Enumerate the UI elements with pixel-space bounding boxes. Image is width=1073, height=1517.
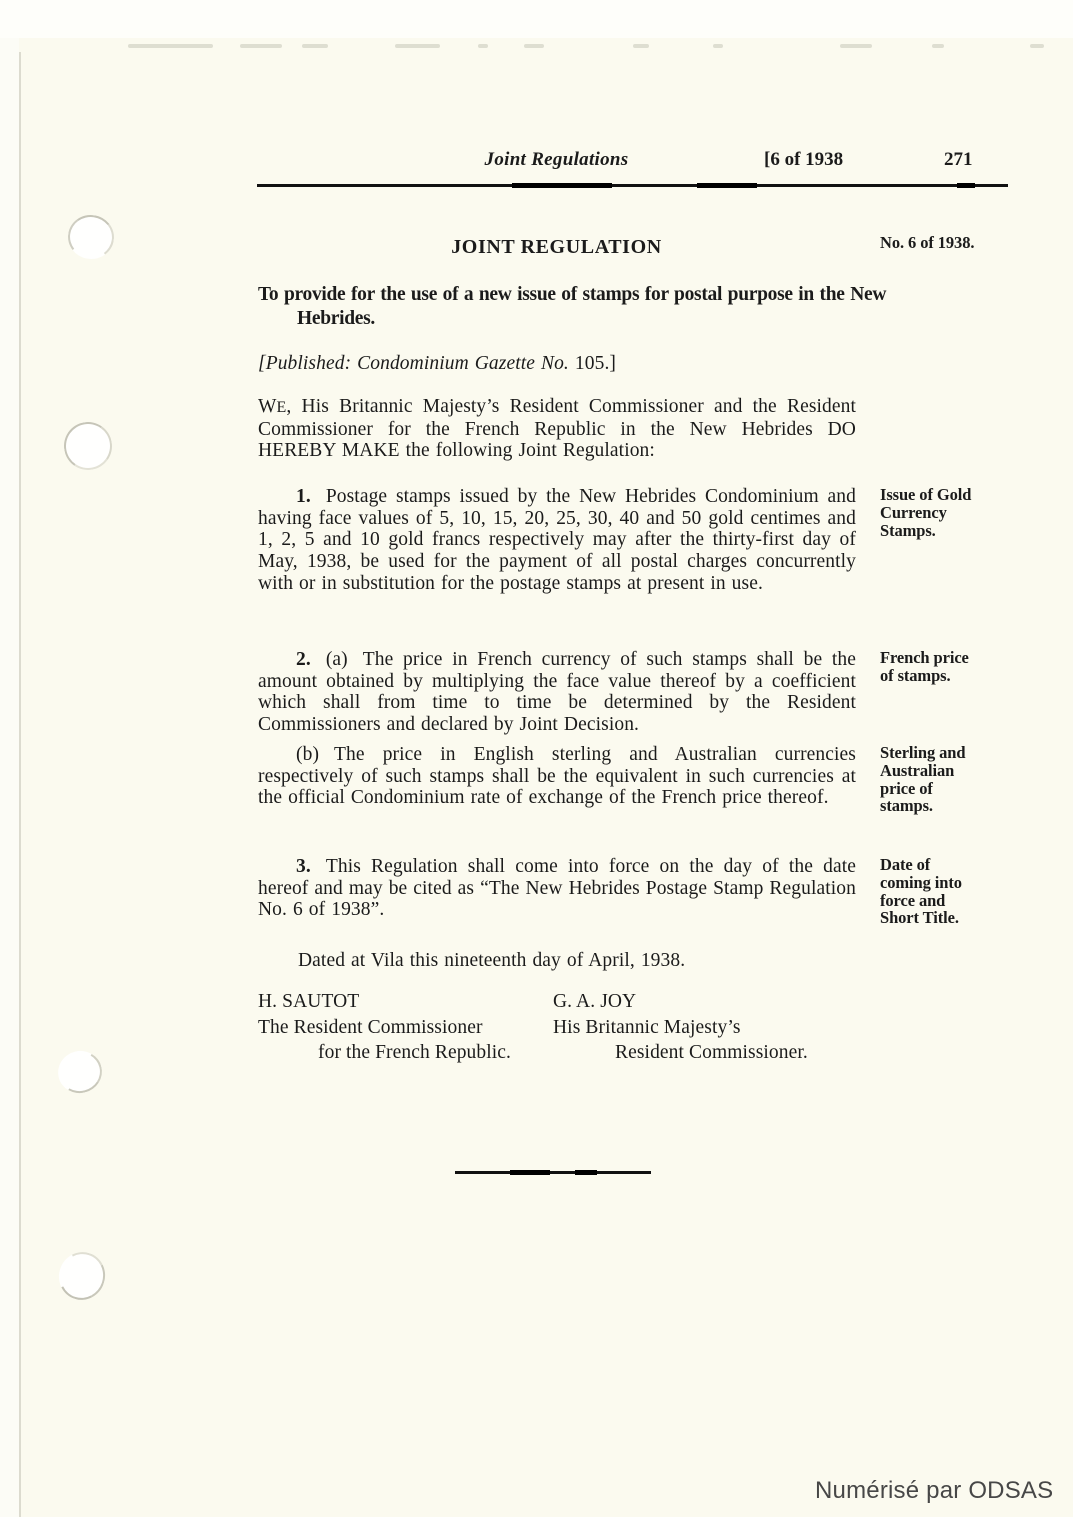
paragraph-letter: (b) — [296, 744, 320, 765]
paragraph-text: The price in English sterling and Australian currencies respectively of such stamps shall be the equivalent in such currencies at the official Condominium rate of exchange of the French price thereof. — [258, 744, 856, 809]
dated-line: Dated at Vila this nineteenth day of April, 1938. — [298, 950, 686, 971]
page-left-edge-shadow — [19, 52, 21, 1517]
margin-note-coming-into-force: Date of coming into force and Short Title. — [880, 855, 962, 928]
margin-note-issue-of-gold-stamps: Issue of Gold Currency Stamps. — [880, 485, 972, 540]
regulation-paragraph-3 — [258, 856, 856, 921]
running-header-page-number: 271 — [944, 149, 973, 170]
scan-artifact-dash — [128, 44, 213, 48]
publication-note-gazette-number: 105.] — [574, 353, 617, 374]
scan-top-margin — [0, 0, 1073, 38]
regulation-number-note: No. 6 of 1938. — [880, 233, 975, 252]
margin-note-sterling-australian-price: Sterling and Australian price of stamps. — [880, 743, 966, 816]
scan-artifact-dash — [713, 44, 723, 48]
rule-ink-blot — [957, 183, 975, 188]
paragraph-text: This Regulation shall come into force on the day of the date hereof and may be cited as “The New Hebrides Postage Stamp Regulation No. 6 of 1938”. — [258, 856, 856, 921]
scan-artifact-dash — [932, 44, 944, 48]
running-header-regulation-ref: [6 of 1938 — [764, 149, 844, 170]
rule-ink-blot — [697, 183, 757, 188]
odsas-watermark: Numérisé par ODSAS — [815, 1477, 1054, 1504]
paragraph-text: The price in French currency of such stamps shall be the amount obtained by multiplying the face value thereof by a coefficient which shall from time to time be determined by the Resident Commissioners and declared by Joint Decision. — [258, 649, 856, 736]
punch-hole — [54, 1046, 107, 1097]
punch-hole — [53, 1246, 112, 1306]
signature-left-name: H. SAUTOT — [258, 991, 360, 1012]
scan-artifact-dash — [633, 44, 649, 48]
scan-artifact-dash — [478, 44, 488, 48]
header-rule — [257, 184, 1008, 187]
paragraph-number: 1. — [296, 486, 311, 507]
scan-artifact-dash — [395, 44, 440, 48]
punch-hole — [60, 418, 116, 474]
paragraph-letter: (a) — [325, 649, 348, 670]
enacting-smallcap: E — [276, 399, 287, 416]
signature-right-name: G. A. JOY — [553, 991, 637, 1012]
paragraph-number: 3. — [296, 856, 311, 877]
scan-artifact-dash — [840, 44, 872, 48]
purpose-heading: To provide for the use of a new issue of stamps for postal purpose in the New Hebrides. — [258, 284, 887, 329]
regulation-paragraph-2b — [258, 744, 856, 809]
enacting-clause — [258, 396, 856, 462]
signature-left-title-line2: for the French Republic. — [318, 1042, 512, 1063]
punch-hole — [65, 212, 117, 262]
signature-right-title-line2: Resident Commissioner. — [615, 1042, 808, 1063]
paragraph-number: 2. — [296, 649, 311, 670]
scan-artifact-dash — [302, 44, 328, 48]
scan-artifact-dash — [524, 44, 544, 48]
scan-artifact-dash — [1030, 44, 1044, 48]
signature-left-title-line1: The Resident Commissioner — [258, 1017, 483, 1038]
paragraph-text: Postage stamps issued by the New Hebrides Condominium and having face values of 5, 10, 15, 20, 25, 30, 40 and 50 gold centimes and 1, 2, 5 and 10 gold francs respectively may after the thirty-first day of May, 1938, be used for the payment of all postal charges concurrently with or in substitution for the postage stamps at present in use. — [258, 486, 856, 594]
rule-ink-blot — [512, 183, 612, 188]
signature-right-title-line1: His Britannic Majesty’s — [553, 1017, 741, 1038]
scan-left-margin — [0, 38, 19, 1517]
scan-artifact-dash — [240, 44, 282, 48]
publication-note-italic: [Published: Condominium Gazette No. — [258, 353, 575, 374]
rule-ink-blot — [510, 1170, 550, 1175]
enacting-initial: W — [258, 396, 277, 417]
publication-note — [258, 353, 856, 375]
regulation-paragraph-1 — [258, 486, 856, 595]
running-header-title: Joint Regulations — [484, 149, 629, 170]
margin-note-french-price: French price of stamps. — [880, 648, 969, 685]
closing-rule — [455, 1171, 651, 1174]
enacting-text: , His Britannic Majesty’s Resident Commissioner and the Resident Commissioner for the French Republic in the New Hebrides DO HEREBY MAKE the following Joint Regulation: — [258, 396, 856, 462]
regulation-paragraph-2a — [258, 649, 856, 736]
regulation-title: JOINT REGULATION — [451, 236, 662, 258]
rule-ink-blot — [575, 1170, 597, 1175]
